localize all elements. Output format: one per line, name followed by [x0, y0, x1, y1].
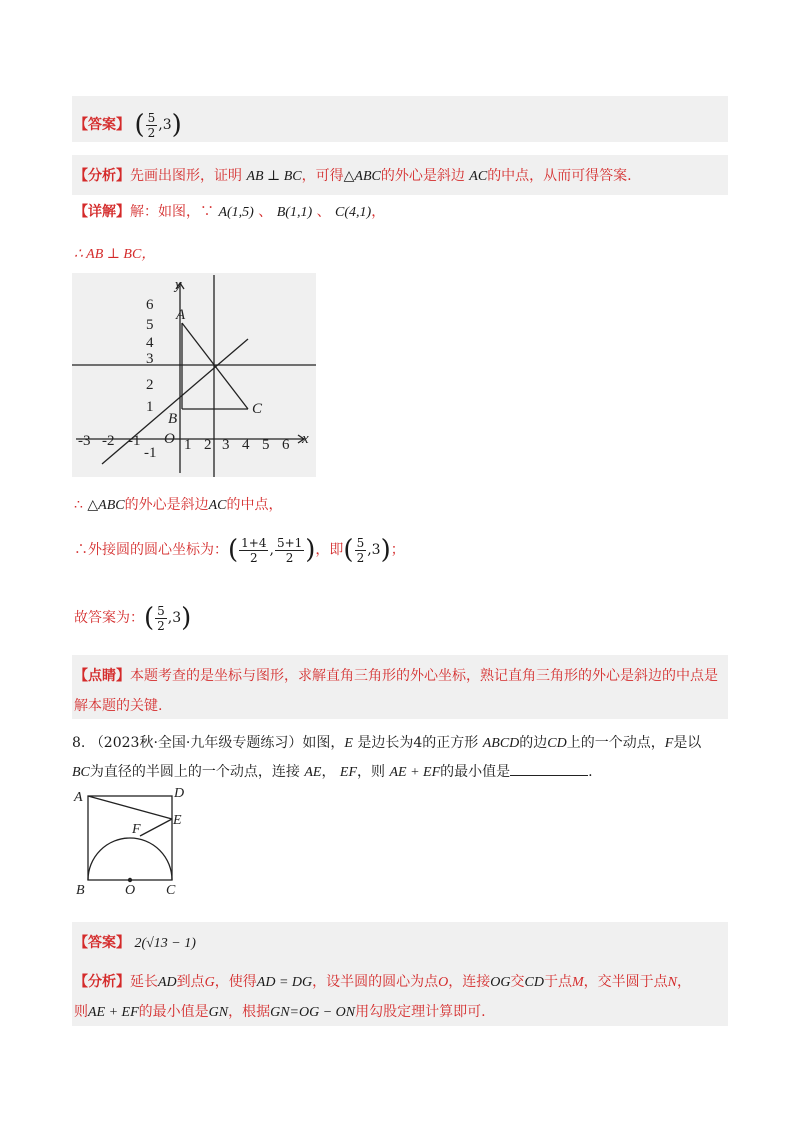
y-tick: 6	[146, 297, 154, 313]
comment-block-1	[72, 655, 728, 719]
y-tick: 4	[146, 335, 154, 351]
x-tick: 3	[222, 437, 230, 453]
y-tick: -1	[144, 445, 157, 461]
comment-line-2: 解本题的关键.	[74, 698, 163, 714]
comment-line-1: 【点睛】本题考查的是坐标与图形，求解直角三角形的外心坐标，熟记直角三角形的外心是斜边的中点是	[74, 668, 718, 684]
therefore-line-1: ∴ AB ⊥ BC，	[74, 247, 156, 262]
analysis-2-line-1: 【分析】延长AD到点G，使得AD = DG，设半圆的圆心为点O，连接OG交CD于点M，交半圆于点N，	[74, 974, 691, 990]
y-tick: 5	[146, 317, 154, 333]
point-C-coord: C(4,1)	[335, 205, 372, 220]
y-tick: 1	[146, 399, 154, 415]
answer-tag: 【答案】	[74, 117, 130, 133]
point-label-B: B	[168, 411, 178, 427]
therefore-line-3: ∴外接圆的圆心坐标为：( $\frac{1+4}{2}$ , $\frac{5+1}{2}$ )，即( $\frac{5}{2}$ ,3)；	[74, 535, 405, 565]
fig-label-O: O	[125, 883, 136, 898]
y-axis-label: y	[175, 277, 182, 293]
y-tick: 3	[146, 351, 154, 367]
answer-blank[interactable]	[510, 761, 588, 776]
x-tick: 1	[184, 437, 192, 453]
fig-label-F: F	[132, 822, 141, 837]
x-tick: 5	[262, 437, 270, 453]
point-label-A: A	[176, 307, 186, 323]
question-8-line-1: 8. （2023秋·全国·九年级专题练习）如图，E 是边长为4的正方形 ABCD的边CD上的一个动点，F是以	[72, 735, 702, 751]
answer-line-2: 【答案】 2(√13 − 1)	[74, 935, 196, 951]
answer-line-1: 【答案】 ( $\frac{5}{2}$ ,3)	[74, 110, 182, 140]
x-tick: -3	[78, 433, 91, 449]
analysis-line-1: 【分析】先画出图形，证明 AB ⊥ BC，可得△ABC的外心是斜边 AC的中点，从而可得答案.	[74, 168, 632, 184]
answer-fraction: $\frac{5}{2}$	[147, 110, 156, 140]
x-axis-label: x	[302, 431, 309, 447]
x-tick: -2	[102, 433, 115, 449]
question-8-line-2: BC为直径的半圆上的一个动点，连接 AE， EF，则 AE + EF的最小值是 .	[72, 761, 593, 783]
point-B-coord: B(1,1)	[276, 205, 313, 220]
x-tick: -1	[128, 433, 141, 449]
fig-label-D: D	[174, 786, 185, 801]
analysis-2-line-2: 则AE + EF的最小值是GN，根据GN=OG − ON用勾股定理计算即可.	[74, 1004, 486, 1020]
y-tick: 2	[146, 377, 154, 393]
fig-label-A: A	[74, 790, 83, 805]
final-answer-line: 故答案为：( $\frac{5}{2}$ ,3)	[74, 603, 192, 633]
fig-label-E: E	[173, 813, 182, 828]
x-tick: 6	[282, 437, 290, 453]
point-label-C: C	[252, 401, 263, 417]
square-figure	[70, 784, 190, 900]
x-tick: 2	[204, 437, 212, 453]
answer-2-value: 2(√13 − 1)	[134, 936, 196, 951]
therefore-line-2: ∴ △ABC的外心是斜边AC的中点，	[74, 497, 283, 513]
fig-label-B: B	[76, 883, 85, 898]
detail-line-1: 【详解】解：如图，∵ A(1,5) 、 B(1,1) 、 C(4,1)，	[74, 204, 386, 220]
point-A-coord: A(1,5)	[218, 205, 254, 220]
coordinate-graph	[72, 273, 316, 477]
x-tick: 4	[242, 437, 250, 453]
origin-label: O	[164, 431, 175, 447]
fig-label-C: C	[166, 883, 176, 898]
